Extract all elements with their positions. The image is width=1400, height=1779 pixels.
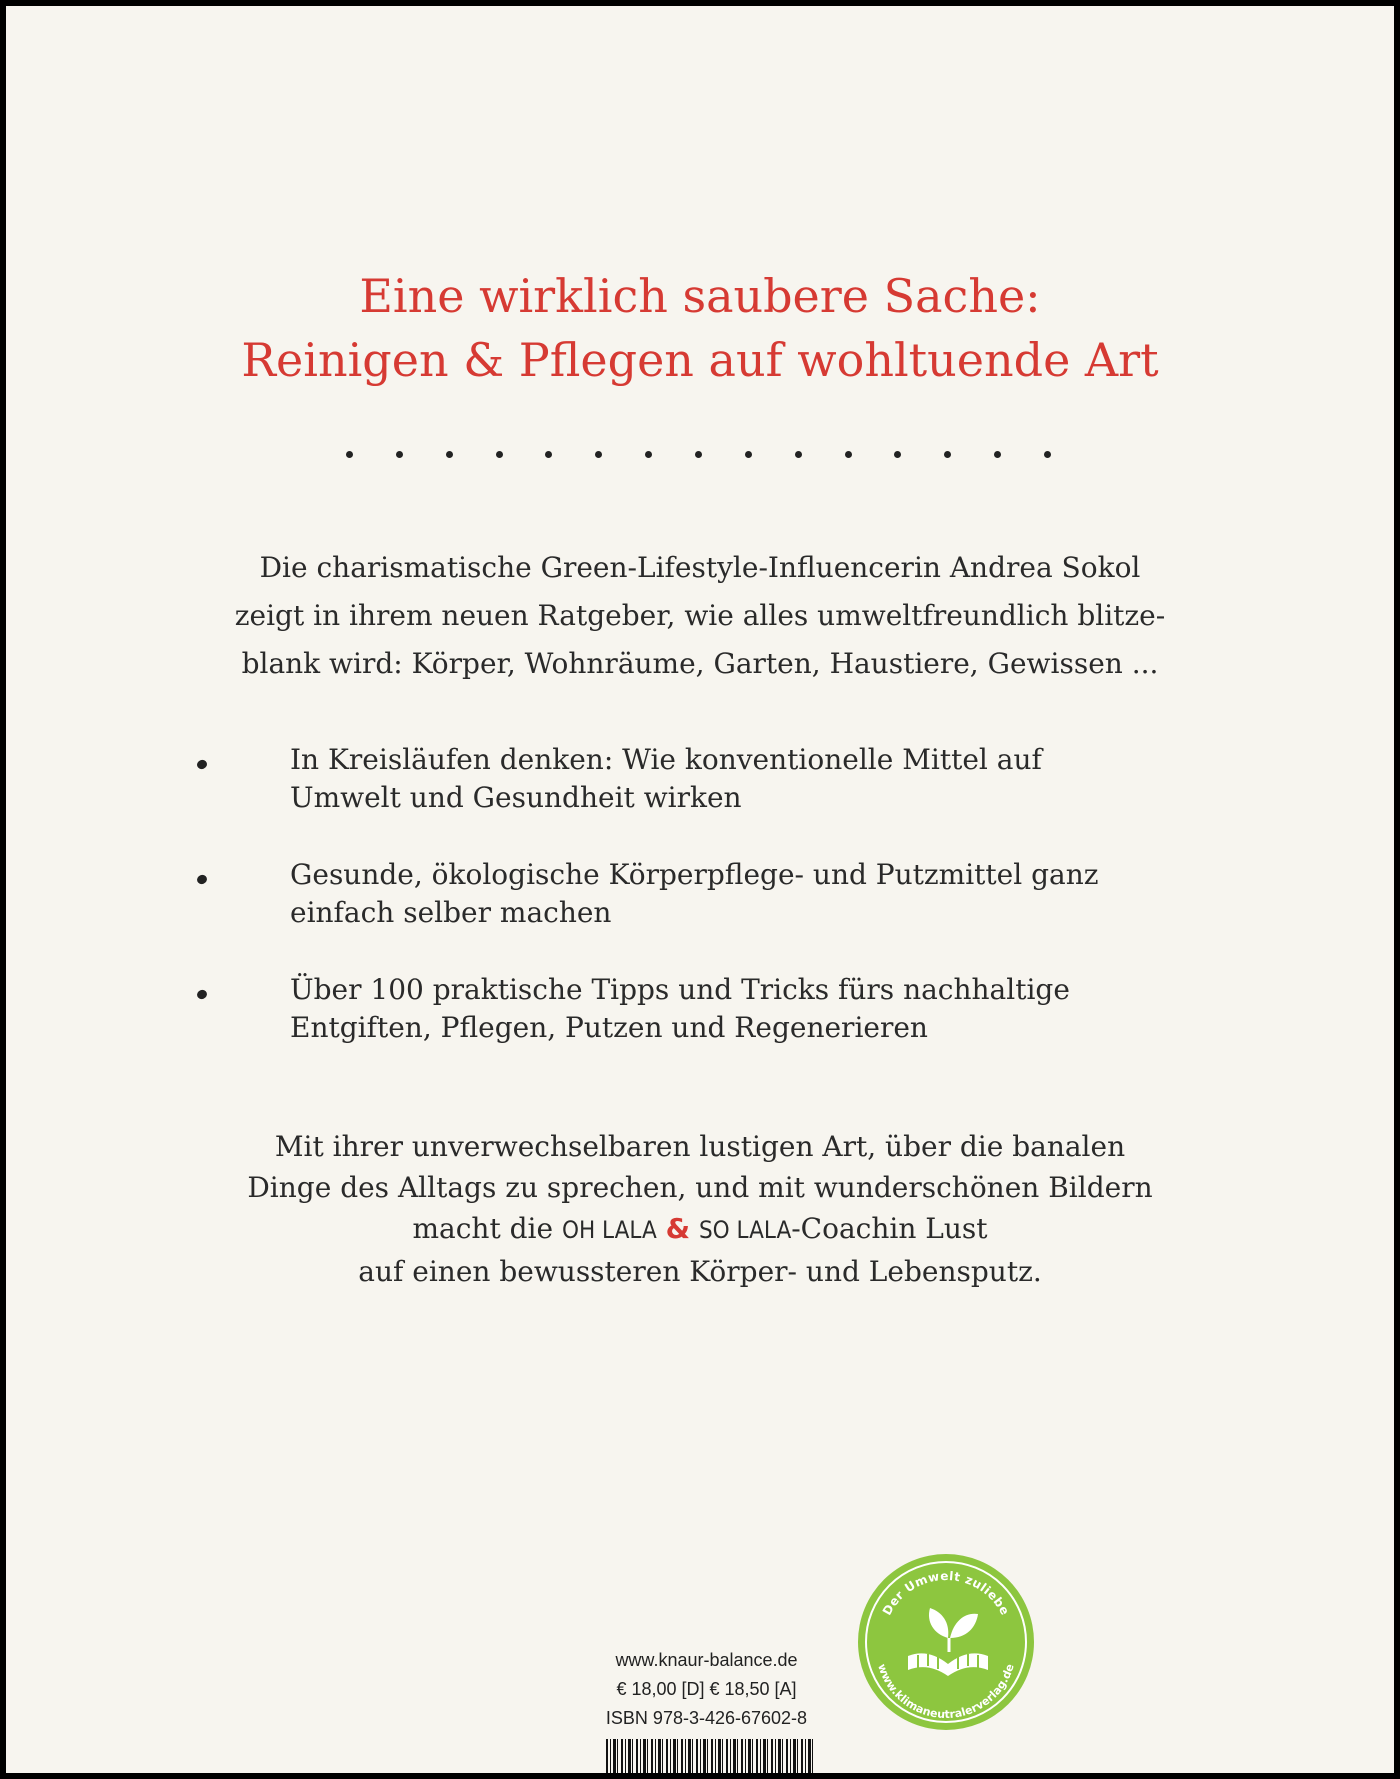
publisher-url: www.knaur-balance.de — [615, 1650, 798, 1670]
divider-dot — [446, 451, 453, 458]
svg-text:Der Umwelt zuliebe: Der Umwelt zuliebe — [879, 1568, 1013, 1618]
brand-oh-lala: OH LALA — [561, 1216, 657, 1244]
divider-dot — [346, 451, 353, 458]
divider-dot — [595, 451, 602, 458]
intro-paragraph — [6, 544, 1394, 688]
intro-line-1: Die charismatische Green-Lifestyle-Influencerin Andrea Sokol — [259, 551, 1141, 584]
barcode — [606, 1739, 814, 1773]
divider-dot — [695, 451, 702, 458]
closing-line-2: Dinge des Alltags zu sprechen, und mit wunderschönen Bildern — [247, 1171, 1153, 1204]
back-cover — [6, 6, 1394, 1773]
divider-dot — [745, 451, 752, 458]
bullet-3-line-1: Über 100 praktische Tipps und Tricks fürs nachhaltige — [290, 973, 1070, 1006]
dotted-divider — [346, 451, 1046, 471]
bullet-3-line-2: Entgiften, Pflegen, Putzen und Regenerieren — [290, 1011, 928, 1044]
bullet-1-line-2: Umwelt und Gesundheit wirken — [290, 781, 742, 814]
price-info — [594, 1646, 819, 1733]
divider-dot — [944, 451, 951, 458]
divider-dot — [645, 451, 652, 458]
closing-line-3: macht die OH LALA & SO LALA-Coachin Lust — [412, 1212, 988, 1245]
bullet-2-line-1: Gesunde, ökologische Körperpflege- und Putzmittel ganz — [290, 858, 1099, 891]
divider-dot — [845, 451, 852, 458]
isbn: ISBN 978-3-426-67602-8 — [605, 1708, 808, 1728]
divider-dot — [545, 451, 552, 458]
bullet-dot-icon — [196, 874, 208, 886]
bullet-item — [6, 741, 1394, 841]
divider-dot — [496, 451, 503, 458]
intro-line-2: zeigt in ihrem neuen Ratgeber, wie alles umweltfreundlich blitze- — [234, 599, 1166, 632]
intro-line-3: blank wird: Körper, Wohnräume, Garten, Haustiere, Gewissen ... — [241, 647, 1159, 680]
divider-dot — [894, 451, 901, 458]
climate-neutral-seal-icon — [856, 1552, 1036, 1732]
closing-paragraph — [6, 1126, 1394, 1292]
headline-line-1: Eine wirklich saubere Sache: — [359, 269, 1041, 323]
closing-line-1: Mit ihrer unverwechselbaren lustigen Art, über die banalen — [274, 1130, 1126, 1163]
headline-line-2: Reinigen & Pflegen auf wohltuende Art — [241, 333, 1159, 387]
divider-dot — [396, 451, 403, 458]
brand-ampersand: & — [665, 1212, 691, 1245]
svg-text:www.klimaneutralerverlag.de: www.klimaneutralerverlag.de — [875, 1662, 1017, 1722]
closing-line-4: auf einen bewussteren Körper- und Lebensputz. — [358, 1255, 1042, 1288]
bullet-item — [6, 971, 1394, 1071]
divider-dot — [1044, 451, 1051, 458]
bullet-dot-icon — [196, 989, 208, 1001]
price-text: € 18,00 [D] € 18,50 [A] — [616, 1679, 797, 1699]
headline — [6, 264, 1394, 392]
bullet-1-line-1: In Kreisläufen denken: Wie konventionelle Mittel auf — [290, 743, 1042, 776]
bullet-2-line-2: einfach selber machen — [290, 896, 612, 929]
divider-dot — [994, 451, 1001, 458]
brand-so-lala: SO LALA — [698, 1216, 792, 1244]
bullet-dot-icon — [196, 759, 208, 771]
divider-dot — [795, 451, 802, 458]
bullet-item — [6, 856, 1394, 956]
